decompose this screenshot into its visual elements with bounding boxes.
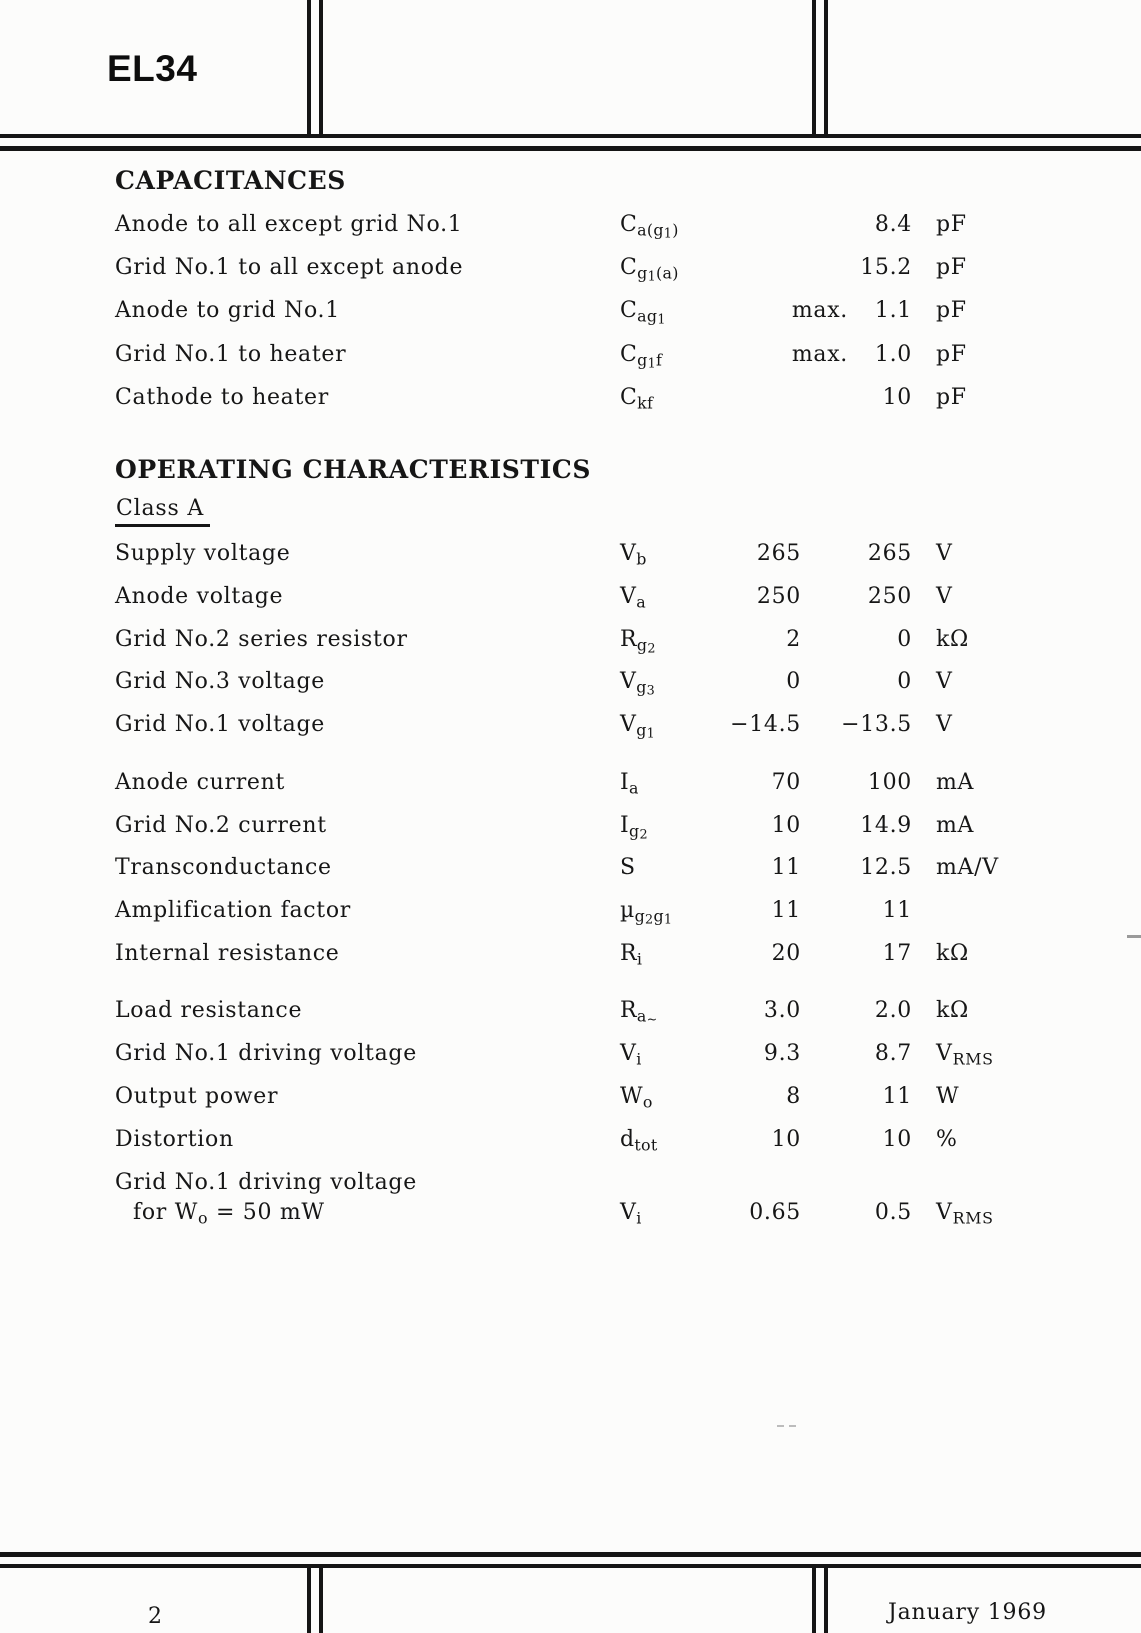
- row-unit: mA/V: [936, 855, 999, 881]
- row-unit: pF: [936, 384, 967, 410]
- row-value-1: 3.0: [763, 998, 801, 1023]
- row-label: Grid No.2 current: [115, 812, 327, 838]
- table-row: [0, 770, 1141, 814]
- row-value-1: 265: [756, 541, 801, 566]
- row-value-1: 10: [771, 1127, 801, 1152]
- row-value-1: 20: [771, 940, 801, 966]
- row-symbol: $R_i$: [620, 940, 643, 969]
- footer-divider-left-inner: [319, 1564, 323, 1633]
- row-label-line2: for $W_o = 50$ mW: [133, 1200, 325, 1228]
- table-row: [0, 1127, 1141, 1171]
- row-value-2: 15.2: [860, 255, 912, 281]
- row-value-2: 0: [897, 669, 912, 695]
- row-label: Load resistance: [115, 998, 303, 1023]
- header-divider-right-outer: [824, 0, 828, 138]
- row-symbol: $C_{g1(a)}$: [620, 255, 679, 285]
- row-symbol: $V_a$: [620, 583, 646, 612]
- row-label: Grid No.1 driving voltage: [115, 1170, 417, 1195]
- page-title: EL34: [107, 48, 198, 89]
- row-symbol: $C_{g1f}$: [620, 341, 663, 372]
- footer-date: January 1969: [888, 1600, 1047, 1625]
- row-value-2: 0.5: [874, 1200, 912, 1225]
- row-label: Grid No.2 series resistor: [115, 626, 408, 652]
- row-value-1: 250: [756, 583, 801, 609]
- row-label: Anode current: [115, 770, 286, 795]
- row-value-2: 12.5: [860, 855, 912, 881]
- row-value-2: 2.0: [874, 998, 912, 1023]
- row-value-2: 8.7: [874, 1041, 912, 1066]
- row-unit: pF: [936, 255, 967, 281]
- row-unit: pF: [936, 212, 967, 237]
- row-value-2: 100: [867, 770, 912, 795]
- row-value-1: 2: [786, 626, 801, 652]
- row-value-2: 10: [882, 384, 912, 410]
- row-symbol: $V_b$: [620, 541, 647, 569]
- table-row: [0, 712, 1141, 756]
- row-symbol: µ$_{g2g1}$: [620, 898, 673, 928]
- table-row: [0, 669, 1141, 713]
- row-unit: kΩ: [936, 626, 969, 652]
- table-row: [0, 941, 1141, 985]
- table-row: [0, 255, 1141, 299]
- row-label: Cathode to heater: [115, 384, 329, 410]
- table-row: [0, 813, 1141, 857]
- row-unit: pF: [936, 341, 967, 367]
- footer-divider-right-inner: [812, 1564, 816, 1633]
- row-unit: %: [936, 1127, 958, 1152]
- scan-artifact-dashes: [777, 1425, 797, 1427]
- scan-artifact-margin-dash: [1127, 935, 1141, 938]
- row-value-2: 17: [882, 940, 912, 966]
- row-symbol: $V_{g3}$: [620, 669, 656, 700]
- row-unit: $V_{RMS}$: [936, 1200, 994, 1228]
- row-unit: mA: [936, 812, 975, 838]
- row-unit: W: [936, 1084, 960, 1109]
- table-row: [0, 212, 1141, 256]
- row-label: Transconductance: [115, 855, 332, 881]
- row-label: Supply voltage: [115, 541, 291, 566]
- row-value-1: 0: [786, 669, 801, 695]
- capacitances-heading: CAPACITANCES: [115, 166, 346, 195]
- operating-characteristics-heading: OPERATING CHARACTERISTICS: [115, 455, 592, 484]
- row-unit: V: [936, 541, 953, 566]
- header-rule-thin: [0, 134, 1141, 138]
- table-row: [0, 1041, 1141, 1085]
- row-qualifier: max.: [791, 298, 848, 324]
- row-symbol: $I_{g2}$: [620, 812, 648, 843]
- table-row: [0, 1170, 1141, 1228]
- row-qualifier: max.: [791, 341, 848, 367]
- row-label: Anode to all except grid No.1: [115, 212, 463, 237]
- row-symbol: $I_a$: [620, 770, 639, 798]
- row-symbol: $W_o$: [620, 1084, 653, 1112]
- header-rule-thick: [0, 146, 1141, 151]
- row-value-1: 11: [771, 855, 801, 881]
- row-unit: V: [936, 712, 953, 738]
- row-unit: kΩ: [936, 998, 969, 1023]
- footer-divider-right-outer: [824, 1564, 828, 1633]
- row-value-2: 10: [882, 1127, 912, 1152]
- row-label: Anode voltage: [115, 583, 284, 609]
- row-value-2: 1.0: [874, 341, 912, 367]
- row-symbol: $V_i$: [620, 1041, 642, 1069]
- row-value-2: 250: [867, 583, 912, 609]
- table-row: [0, 298, 1141, 342]
- header-divider-left-outer: [307, 0, 311, 138]
- row-value-2: 8.4: [874, 212, 912, 237]
- row-value-2: 1.1: [874, 298, 912, 324]
- table-row: [0, 855, 1141, 899]
- table-row: [0, 898, 1141, 942]
- row-value-2: 11: [882, 1084, 912, 1109]
- row-value-2: 11: [882, 898, 912, 924]
- footer-rule-thick: [0, 1552, 1141, 1557]
- row-value-1: 8: [786, 1084, 801, 1109]
- row-symbol: $C_{kf}$: [620, 384, 654, 413]
- row-symbol: $V_i$: [620, 1200, 642, 1228]
- class-a-label: Class A: [115, 496, 210, 527]
- table-row: [0, 385, 1141, 429]
- table-row: [0, 342, 1141, 386]
- footer-rule-thin: [0, 1564, 1141, 1568]
- header-divider-left-inner: [319, 0, 323, 138]
- row-unit: pF: [936, 298, 967, 324]
- row-symbol: $R_{a\sim}$: [620, 998, 658, 1028]
- row-label: Anode to grid No.1: [115, 298, 340, 324]
- row-symbol: $C_{a(g1)}$: [620, 212, 679, 242]
- row-value-1: 70: [771, 770, 801, 795]
- row-label: Internal resistance: [115, 940, 340, 966]
- row-label: Grid No.1 to heater: [115, 341, 347, 367]
- row-value-2: 0: [897, 626, 912, 652]
- row-symbol: $C_{ag1}$: [620, 298, 666, 329]
- row-symbol: $R_{g2}$: [620, 626, 656, 657]
- row-value-1: 9.3: [763, 1041, 801, 1066]
- row-unit: mA: [936, 770, 975, 795]
- header-divider-right-inner: [812, 0, 816, 138]
- row-label: Amplification factor: [115, 898, 351, 924]
- row-unit: V: [936, 583, 953, 609]
- row-symbol: S: [620, 855, 636, 881]
- row-label: Output power: [115, 1084, 279, 1109]
- table-row: [0, 584, 1141, 628]
- footer-page-number: 2: [148, 1604, 162, 1629]
- row-symbol: $d_{tot}$: [620, 1127, 658, 1155]
- row-unit: kΩ: [936, 940, 969, 966]
- row-value-2: 14.9: [860, 812, 912, 838]
- row-label: Grid No.3 voltage: [115, 669, 325, 695]
- row-value-1: 0.65: [749, 1200, 801, 1225]
- row-value-1: 10: [771, 812, 801, 838]
- row-value-1: −14.5: [730, 712, 801, 738]
- row-label: Grid No.1 to all except anode: [115, 255, 464, 281]
- row-label: Grid No.1 driving voltage: [115, 1041, 417, 1066]
- row-value-1: 11: [771, 898, 801, 924]
- row-unit: $V_{RMS}$: [936, 1041, 994, 1069]
- row-label: Distortion: [115, 1127, 234, 1152]
- table-row: [0, 627, 1141, 671]
- table-row: [0, 1084, 1141, 1128]
- row-value-2: −13.5: [841, 712, 912, 738]
- row-label: Grid No.1 voltage: [115, 712, 325, 738]
- table-row: [0, 541, 1141, 585]
- row-symbol: $V_{g1}$: [620, 712, 656, 742]
- table-row: [0, 998, 1141, 1042]
- row-value-2: 265: [867, 541, 912, 566]
- row-unit: V: [936, 669, 953, 695]
